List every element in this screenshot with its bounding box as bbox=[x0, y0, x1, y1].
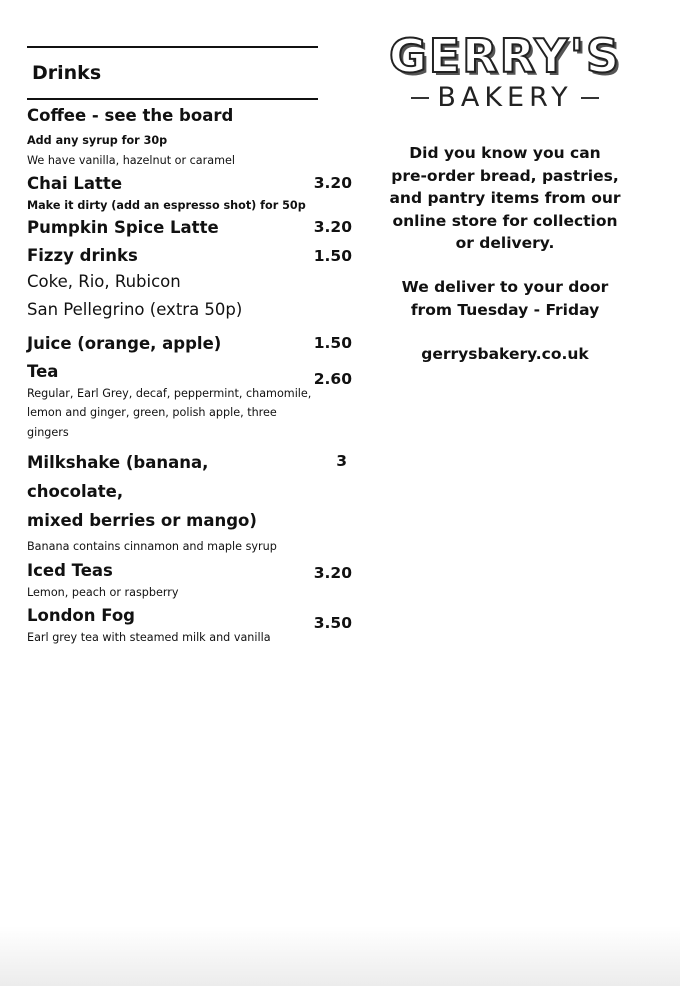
item-name: Chai Latte bbox=[27, 174, 123, 193]
item-desc: Regular, Earl Grey, decaf, peppermint, chamomile, bbox=[27, 386, 312, 400]
item-desc: Earl grey tea with steamed milk and vanilla bbox=[27, 631, 271, 644]
item-price: 3 bbox=[336, 452, 347, 470]
item-desc: We have vanilla, hazelnut or caramel bbox=[27, 153, 235, 167]
logo-dash-left bbox=[411, 97, 429, 99]
page-bottom-shade bbox=[0, 926, 680, 986]
item-desc: Make it dirty (add an espresso shot) for 50p bbox=[27, 199, 306, 212]
item-price: 3.20 bbox=[313, 217, 352, 236]
heading-divider bbox=[27, 98, 318, 100]
item-price: 2.60 bbox=[313, 369, 352, 388]
info-line: pre-order bread, pastries, bbox=[391, 166, 619, 185]
item-option: San Pellegrino (extra 50p) bbox=[27, 299, 243, 319]
item-name: Juice (orange, apple) bbox=[27, 333, 222, 353]
info-line: Did you know you can bbox=[409, 144, 601, 162]
item-name: Iced Teas bbox=[27, 560, 113, 580]
item-price: 3.20 bbox=[313, 563, 352, 582]
menu-item-iced-teas bbox=[27, 559, 357, 603]
item-price: 3.50 bbox=[313, 614, 352, 632]
logo-wordmark: GERRY'S bbox=[388, 29, 622, 83]
item-name: Tea bbox=[27, 361, 59, 381]
menu-item-pumpkin-spice-latte bbox=[27, 216, 357, 240]
info-line: We deliver to your door bbox=[401, 278, 609, 296]
menu-item-milkshake bbox=[27, 448, 357, 557]
menu-item-tea bbox=[27, 360, 357, 443]
item-desc: Banana contains cinnamon and maple syrup bbox=[27, 540, 277, 553]
top-divider bbox=[27, 46, 318, 48]
item-price: 1.50 bbox=[313, 333, 352, 352]
logo-subtitle: BAKERY bbox=[437, 82, 573, 113]
section-heading: Drinks bbox=[32, 62, 102, 84]
item-name: Fizzy drinks bbox=[27, 245, 138, 265]
item-name: Coffee - see the board bbox=[27, 106, 234, 125]
bakery-logo bbox=[376, 30, 634, 114]
menu-item-fizzy-drinks bbox=[27, 244, 357, 324]
logo-dash-right bbox=[581, 97, 599, 99]
item-name: Milkshake (banana, chocolate, bbox=[27, 453, 209, 501]
item-price: 3.20 bbox=[313, 174, 352, 192]
item-option: Coke, Rio, Rubicon bbox=[27, 271, 181, 291]
item-desc: Lemon, peach or raspberry bbox=[27, 585, 179, 599]
item-name: London Fog bbox=[27, 606, 135, 625]
website-link: gerrysbakery.co.uk bbox=[421, 345, 589, 363]
menu-item-london-fog bbox=[27, 604, 357, 648]
menu-item-chai-latte bbox=[27, 172, 357, 216]
menu-item-juice bbox=[27, 332, 357, 356]
logo-subline bbox=[376, 82, 634, 114]
item-desc: lemon and ginger, green, polish apple, three bbox=[27, 406, 277, 419]
item-price: 1.50 bbox=[313, 246, 352, 265]
info-line: from Tuesday - Friday bbox=[410, 300, 600, 319]
delivery-info bbox=[370, 276, 640, 321]
item-desc: Add any syrup for 30p bbox=[27, 134, 168, 147]
preorder-info bbox=[370, 142, 640, 255]
drinks-menu bbox=[27, 104, 357, 648]
info-line: or delivery. bbox=[455, 234, 555, 252]
info-line: and pantry items from our bbox=[389, 189, 621, 207]
info-line: online store for collection bbox=[392, 211, 618, 230]
item-name-continued: mixed berries or mango) bbox=[27, 511, 257, 530]
item-name: Pumpkin Spice Latte bbox=[27, 217, 219, 237]
item-desc: gingers bbox=[27, 425, 69, 439]
menu-item-coffee bbox=[27, 104, 357, 170]
